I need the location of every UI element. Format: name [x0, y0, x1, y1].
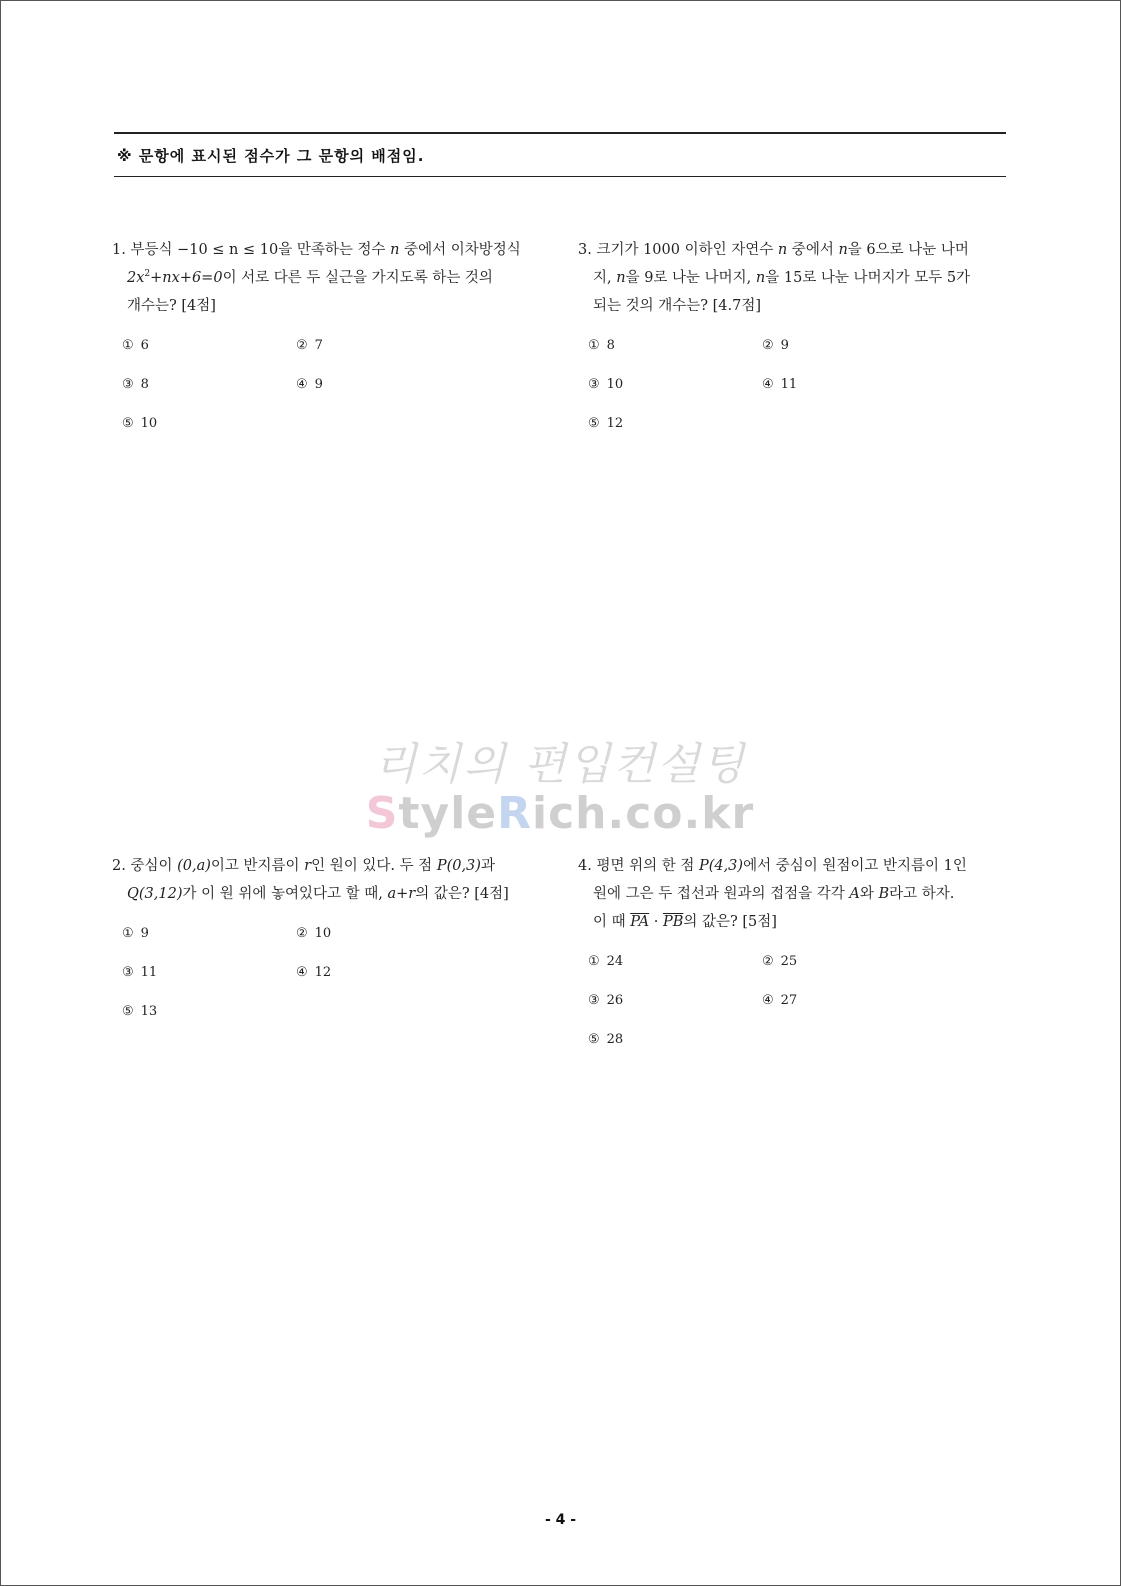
choices: [588, 948, 1008, 1068]
text: 을 9로 나눈 나머지,: [625, 270, 756, 286]
problem-2: [112, 852, 552, 1040]
text: 을 15로 나눈 나머지가 모두 5가: [765, 270, 971, 286]
math-dot: ·: [649, 914, 663, 930]
choice-value: 10: [314, 926, 332, 941]
choice-value: 13: [140, 1004, 158, 1019]
choice-mark: ③: [122, 965, 134, 980]
text: 을 만족하는 정수: [278, 242, 391, 258]
choice-2[interactable]: [762, 948, 797, 976]
choice-5[interactable]: [588, 1026, 623, 1054]
problem-3: [578, 236, 1008, 452]
choice-value: 9: [140, 926, 149, 941]
problem-number: 2.: [112, 858, 126, 874]
choice-mark: ②: [762, 338, 774, 353]
watermark-url-s: S: [365, 788, 399, 839]
header-rule-top: [114, 132, 1006, 134]
math-equation: 2x: [127, 270, 145, 286]
choice-3[interactable]: [122, 959, 157, 987]
choice-mark: ①: [122, 926, 134, 941]
choice-value: 11: [140, 965, 158, 980]
choice-4[interactable]: [296, 959, 331, 987]
problem-4-line-3: [578, 908, 1008, 936]
problem-number: 1.: [112, 242, 126, 258]
text: 라고 하자.: [889, 886, 955, 902]
choice-2[interactable]: [296, 920, 331, 948]
choice-3[interactable]: [588, 987, 623, 1015]
math-var: B: [878, 886, 890, 902]
choice-mark: ⑤: [588, 1032, 600, 1047]
choice-4[interactable]: [762, 371, 797, 399]
choice-mark: ⑤: [122, 416, 134, 431]
math-expr: a+r: [387, 886, 416, 902]
choice-1[interactable]: [122, 332, 149, 360]
math-point: P(4,3): [698, 858, 744, 874]
math-var: n: [838, 242, 848, 258]
choice-5[interactable]: [588, 410, 623, 438]
math-segment-pb: $\overline{PB}$: [662, 914, 684, 930]
choice-value: 10: [140, 416, 158, 431]
choice-value: 28: [606, 1032, 624, 1047]
problem-4: [578, 852, 1008, 1068]
problem-1-line-3: 개수는? [4점]: [127, 298, 216, 314]
math-var: A: [849, 886, 860, 902]
text: 부등식: [130, 242, 178, 258]
math-var: n: [755, 270, 766, 286]
choice-mark: ③: [122, 377, 134, 392]
page-number: - 4 -: [544, 1512, 577, 1528]
math-var: n: [616, 270, 626, 286]
watermark-korean: 리치의 편입컨설팅: [373, 739, 747, 790]
choice-value: 12: [314, 965, 332, 980]
math-var: r: [304, 858, 312, 874]
watermark-url-r: R: [497, 788, 533, 839]
choice-value: 8: [606, 338, 615, 353]
math-equation-rest: +nx+6=0: [150, 270, 223, 286]
choice-mark: ②: [296, 926, 308, 941]
problem-1-line-1: [112, 236, 552, 264]
math-var: n: [777, 242, 788, 258]
choice-mark: ④: [296, 965, 308, 980]
text: 원에 그은 두 접선과 원과의 접점을 각각: [593, 886, 850, 902]
problem-2-line-2: [112, 880, 552, 908]
choice-mark: ②: [296, 338, 308, 353]
choice-mark: ④: [762, 377, 774, 392]
problem-3-line-2: [578, 264, 1008, 292]
problem-4-line-2: [578, 880, 1008, 908]
choice-value: 11: [780, 377, 798, 392]
problem-1-line-2: [112, 264, 552, 292]
choice-5[interactable]: [122, 410, 157, 438]
math-var: n: [390, 242, 400, 258]
choice-value: 10: [606, 377, 624, 392]
math-point: P(0,3): [436, 858, 481, 874]
text: 중심이: [130, 858, 178, 874]
choice-value: 27: [780, 993, 798, 1008]
text: 중에서: [787, 242, 839, 258]
choice-value: 26: [606, 993, 624, 1008]
problem-number: 4.: [578, 858, 592, 874]
text: 의 값은? [5점]: [683, 914, 777, 930]
choices: [122, 332, 552, 452]
choice-mark: ③: [588, 993, 600, 1008]
text: 의 값은? [4점]: [415, 886, 509, 902]
text: 인 원이 있다. 두 점: [311, 858, 437, 874]
choices: [588, 332, 1008, 452]
choice-value: 12: [606, 416, 624, 431]
text: 이 때: [593, 914, 631, 930]
choice-1[interactable]: [122, 920, 149, 948]
choice-value: 24: [606, 954, 624, 969]
choice-mark: ⑤: [122, 1004, 134, 1019]
text: 을 6으로 나눈 나머: [847, 242, 969, 258]
text: 평면 위의 한 점: [596, 858, 699, 874]
choice-value: 7: [314, 338, 323, 353]
choice-3[interactable]: [122, 371, 149, 399]
problem-4-line-1: [578, 852, 1008, 880]
problem-3-line-1: [578, 236, 1008, 264]
text: 이 서로 다른 두 실근을 가지도록 하는 것의: [222, 270, 493, 286]
text: 가 이 원 위에 놓여있다고 할 때,: [182, 886, 388, 902]
problem-number: 3.: [578, 242, 592, 258]
problem-1: [112, 236, 552, 452]
choice-4[interactable]: [762, 987, 797, 1015]
choice-value: 8: [140, 377, 149, 392]
text: 와: [859, 886, 879, 902]
choice-value: 9: [780, 338, 789, 353]
exponent: 2: [144, 269, 151, 279]
problem-3-line-3: 되는 것의 개수는? [4.7점]: [593, 298, 762, 314]
watermark-url-a: tyle: [398, 788, 498, 839]
choice-mark: ③: [588, 377, 600, 392]
choice-1[interactable]: [588, 948, 623, 976]
text: 중에서 이차방정식: [399, 242, 521, 258]
choice-5[interactable]: [122, 998, 157, 1026]
choice-mark: ④: [296, 377, 308, 392]
choice-value: 25: [780, 954, 798, 969]
choice-value: 9: [314, 377, 323, 392]
choice-2[interactable]: [296, 332, 323, 360]
text: 지,: [593, 270, 617, 286]
math-point: Q(3,12): [127, 886, 183, 902]
choices: [122, 920, 552, 1040]
choice-mark: ①: [122, 338, 134, 353]
text: 에서 중심이 원점이고 반지름이 1인: [743, 858, 967, 874]
problem-2-line-1: [112, 852, 552, 880]
choice-mark: ①: [588, 338, 600, 353]
choice-mark: ⑤: [588, 416, 600, 431]
choice-1[interactable]: [588, 332, 615, 360]
choice-mark: ①: [588, 954, 600, 969]
math-point: (0,a): [177, 858, 211, 874]
header-note: ※ 문항에 표시된 점수가 그 문항의 배점임.: [117, 147, 425, 165]
header-rule-bottom: [114, 176, 1006, 177]
watermark-url-b: ich.co.kr: [532, 788, 755, 839]
choice-mark: ②: [762, 954, 774, 969]
math-segment-pa: $\overline{PA}$: [630, 914, 650, 930]
choice-3[interactable]: [588, 371, 623, 399]
math-inequality: −10 ≤ n ≤ 10: [177, 242, 279, 258]
choice-mark: ④: [762, 993, 774, 1008]
text: 이고 반지름이: [210, 858, 305, 874]
choice-2[interactable]: [762, 332, 789, 360]
text: 과: [480, 858, 495, 874]
text: 크기가 1000 이하인 자연수: [596, 242, 778, 258]
choice-value: 6: [140, 338, 149, 353]
choice-4[interactable]: [296, 371, 323, 399]
